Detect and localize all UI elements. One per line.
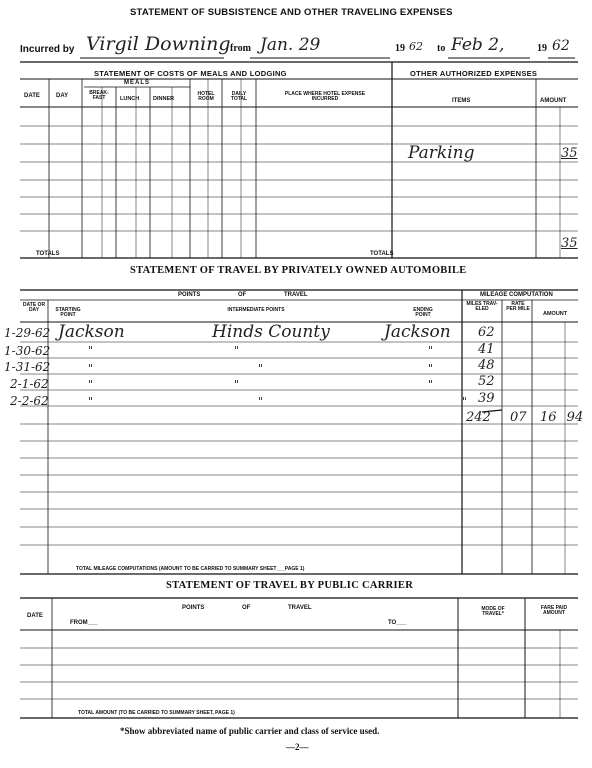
- other-item-1: Parking: [408, 143, 475, 163]
- meals-col-day: DAY: [56, 93, 69, 99]
- auto-mileage-computation: MILEAGE COMPUTATION: [480, 292, 553, 298]
- from-label: from: [230, 43, 251, 54]
- meals-col-date: DATE: [24, 93, 40, 99]
- auto-row-2-mid: ": [234, 344, 240, 357]
- auto-row-5-mid: ": [258, 395, 264, 408]
- carrier-col-date: DATE: [27, 613, 43, 619]
- other-col-amount: AMOUNT: [540, 98, 567, 104]
- auto-row-4-miles: 52: [478, 374, 495, 389]
- from-value: Jan. 29: [260, 35, 321, 55]
- carrier-from-label: FROM___: [70, 620, 98, 626]
- auto-row-2-end: ": [428, 344, 434, 357]
- page-number: —2—: [286, 742, 309, 752]
- auto-row-5-miles: 39: [478, 391, 495, 406]
- meals-totals-right: TOTALS: [370, 251, 394, 257]
- carrier-col-fare: FARE PAID AMOUNT: [540, 605, 568, 616]
- form-title: STATEMENT OF SUBSISTENCE AND OTHER TRAVELING EXPENSES: [130, 7, 453, 18]
- meals-col-lunch: LUNCH: [120, 96, 140, 102]
- auto-total-rate: 07: [510, 410, 527, 425]
- meals-section-title: STATEMENT OF COSTS OF MEALS AND LODGING: [94, 69, 287, 78]
- year2-prefix: 19: [537, 43, 547, 54]
- other-expenses-title: OTHER AUTHORIZED EXPENSES: [410, 69, 538, 78]
- year2-value: 62: [552, 38, 570, 54]
- auto-row-5-start: ": [88, 395, 94, 408]
- auto-row-4-mid: ": [234, 378, 240, 391]
- auto-row-2-start: ": [88, 344, 94, 357]
- auto-row-3-end: ": [428, 362, 434, 375]
- auto-points-of-travel: POINTS OF TRAVEL: [178, 292, 308, 298]
- meals-col-breakfast: BREAK-FAST: [89, 90, 109, 101]
- auto-row-4-start: ": [88, 378, 94, 391]
- auto-row-1-mid: Hinds County: [212, 322, 330, 342]
- carrier-col-mode: MODE OF TRAVEL*: [481, 606, 505, 617]
- auto-row-2-miles: 41: [478, 342, 495, 357]
- auto-col-ending: ENDING POINT: [413, 307, 433, 318]
- auto-row-3-miles: 48: [478, 358, 495, 373]
- meals-group-label: MEALS: [124, 80, 150, 86]
- auto-col-amount: AMOUNT: [543, 311, 568, 317]
- meals-totals-left: TOTALS: [36, 251, 60, 257]
- other-item-1-amount: 35: [561, 146, 578, 161]
- meals-col-dinner: DINNER: [153, 96, 175, 102]
- meals-col-hotel: HOTEL ROOM: [197, 91, 215, 102]
- other-total-amount: 35: [561, 236, 578, 251]
- auto-total-miles: 242: [466, 410, 491, 425]
- auto-row-5-end: ": [462, 395, 468, 408]
- auto-total-label: TOTAL MILEAGE COMPUTATIONS (AMOUNT TO BE CARRIED TO SUMMARY SHEET___PAGE 1): [76, 566, 305, 572]
- meals-col-place: PLACE WHERE HOTEL EXPENSE INCURRED: [284, 91, 366, 102]
- auto-row-1-miles: 62: [478, 325, 495, 340]
- other-col-items: ITEMS: [452, 98, 471, 104]
- auto-row-2-date: 1-30-62: [4, 344, 51, 358]
- auto-row-3-mid: ": [258, 362, 264, 375]
- footnote: *Show abbreviated name of public carrier and class of service used.: [120, 726, 380, 736]
- auto-col-date: DATE OR DAY: [22, 302, 46, 313]
- year1-value: 62: [409, 40, 423, 53]
- carrier-section-title: STATEMENT OF TRAVEL BY PUBLIC CARRIER: [166, 580, 414, 591]
- to-value: Feb 2,: [451, 35, 505, 55]
- auto-col-starting: STARTING POINT: [55, 307, 81, 318]
- auto-row-1-start: Jackson: [58, 322, 125, 342]
- auto-row-4-end: ": [428, 378, 434, 391]
- meals-col-daily-total: DAILY TOTAL: [230, 91, 248, 102]
- auto-col-rate: RATE PER MILE: [506, 301, 530, 312]
- auto-row-5-date: 2-2-62: [10, 394, 49, 408]
- incurred-by-label: Incurred by: [20, 44, 75, 55]
- auto-row-3-date: 1-31-62: [4, 360, 51, 374]
- auto-total-amount: 16 94: [540, 410, 584, 425]
- auto-col-miles: MILES TRAV-ELED: [466, 301, 498, 312]
- auto-row-1-date: 1-29-62: [4, 326, 51, 340]
- carrier-to-label: TO___: [388, 620, 407, 626]
- auto-section-title: STATEMENT OF TRAVEL BY PRIVATELY OWNED AUTOMOBILE: [130, 265, 467, 276]
- auto-row-4-date: 2-1-62: [10, 377, 49, 391]
- auto-row-3-start: ": [88, 362, 94, 375]
- carrier-total-label: TOTAL AMOUNT (TO BE CARRIED TO SUMMARY SHEET, PAGE 1): [78, 710, 235, 716]
- auto-col-intermediate: INTERMEDIATE POINTS: [227, 307, 285, 313]
- carrier-points-of-travel: POINTS OF TRAVEL: [182, 605, 312, 611]
- incurred-by-value: Virgil Downing: [86, 33, 231, 55]
- year1-prefix: 19: [395, 43, 405, 54]
- to-label: to: [437, 43, 446, 54]
- auto-row-1-end: Jackson: [384, 322, 451, 342]
